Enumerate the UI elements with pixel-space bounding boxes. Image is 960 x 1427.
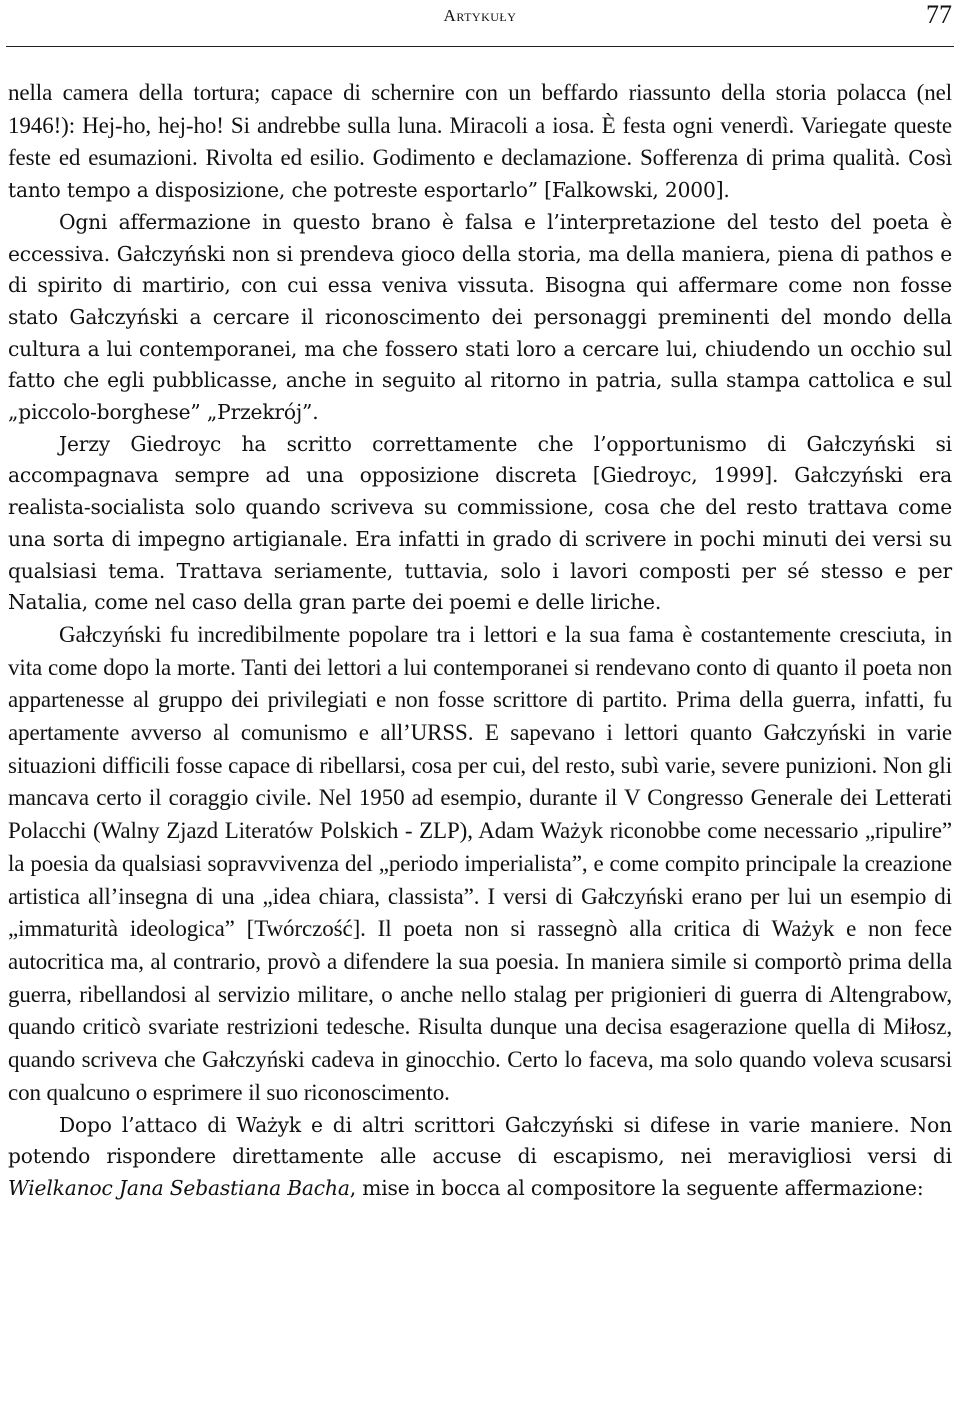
paragraph-p3 (8, 429, 952, 619)
text-segment: Così tanto tempo a disposizione, che potreste esportarlo” [Falkowski, 2000]. (8, 146, 952, 203)
text-segment: Dopo l’attaco di Ważyk e di altri scrittori Gałczyński si difese in varie maniere. Non potendo rispondere direttamente alle accuse di escapismo, nei meravigliosi versi di (8, 1112, 952, 1169)
page-number: 77 (926, 0, 952, 29)
running-header (6, 0, 954, 47)
text-segment: Ogni affermazione in questo brano è falsa e l’interpretazione del testo del poeta è eccessiva. Gałczyński non si prendeva gioco della storia, ma della maniera, piena di pathos e di spirito di martirio, con cui essa veniva vissuta. Bisogna qui affermare come non fosse stato Gałczyński a cercare il riconoscimento dei personaggi preminenti del mondo della cultura a lui contemporanei, ma che fossero stati loro a cercare lui, chiudendo un occhio sul fatto che egli pubblicasse, anche in seguito al ritorno in patria, sulla stampa cattolica e sul „piccolo-borghese” „Przekrój”. (8, 209, 952, 425)
paragraph-p4 (8, 619, 952, 1110)
paragraph-p5 (8, 1110, 952, 1205)
paragraph-p2 (8, 207, 952, 429)
text-segment: Gałczyński fu incredibilmente popolare tra i lettori e la sua fama è costantemente cresciuta, in vita come dopo la morte. Tanti dei lettori a lui contemporanei si rendevano conto di quanto il poeta non appartenesse al gruppo dei privilegiati e non fosse scrittore di partito. Prima della guerra, infatti, fu apertamente avverso al comunismo e all’URSS. E sapevano i lettori quanto Gałczyński in varie situazioni difficili fosse capace di ribellarsi, cosa per cui, del resto, subì varie, severe punizioni. Non gli mancava certo il coraggio civile. Nel 1950 ad esempio, durante il V Congresso Generale dei Letterati Polacchi (Walny Zjazd Literatów Polskich - ZLP), Adam Ważyk riconobbe come necessario „ripulire” la poesia da qualsiasi sopravvivenza del „periodo imperialista”, e come compito principale la creazione artistica all’insegna di una „idea chiara, classista”. I versi di Gałczyński erano per lui un esempio di „immaturità ideologica” [Twórczość]. Il poeta non si rassegnò alla critica di Ważyk e non fece autocritica ma, al contrario, provò a difendere la sua poesia. In maniera simile si comportò prima della guerra, ribellandosi al servizio militare, o anche nello stalag per prigionieri di guerra di Altengrabow, quando criticò svariate restrizioni tedesche. Risulta dunque una decisa esagerazione quella di Miłosz, quando scriveva che Gałczyński cadeva in ginocchio. Certo lo faceva, ma solo quando voleva scusarsi con qualcuno o esprimere il suo riconoscimento. (8, 621, 952, 1105)
running-title: Artykuły (443, 6, 517, 25)
italic-title: Wielkanoc Jana Sebastiana Bacha (8, 1175, 350, 1200)
text-segment: Jerzy Giedroyc ha scritto correttamente che l’opportunismo di Gałczyński si accompagnava sempre ad una opposizione discreta [Giedroyc, 1999]. Gałczyński era realista-socialista solo quando scriveva su commissione, cosa che del resto trattava come una sorta di impegno artigianale. Era infatti in grado di scrivere in pochi minuti dei versi su qualsiasi tema. Trattava seriamente, tuttavia, solo i lavori composti per sé stesso e per Natalia, come nel caso della gran parte dei poemi e delle liriche. (8, 431, 952, 615)
text-segment: , mise in bocca al compositore la seguente affermazione: (349, 1175, 924, 1200)
text-segment: nella camera della tortura; capace di schernire con un beffardo riassunto della storia polacca (nel 1946!): Hej-ho, hej-ho! Si andrebbe sulla luna. Miracoli a iosa. È festa ogni venerdì. Variegate queste feste ed esumazioni. Rivolta ed esilio. Godimento e declamazione. Sofferenza di prima qualità. (8, 80, 952, 171)
paragraph-p1 (8, 77, 952, 207)
article-body (8, 77, 952, 1205)
